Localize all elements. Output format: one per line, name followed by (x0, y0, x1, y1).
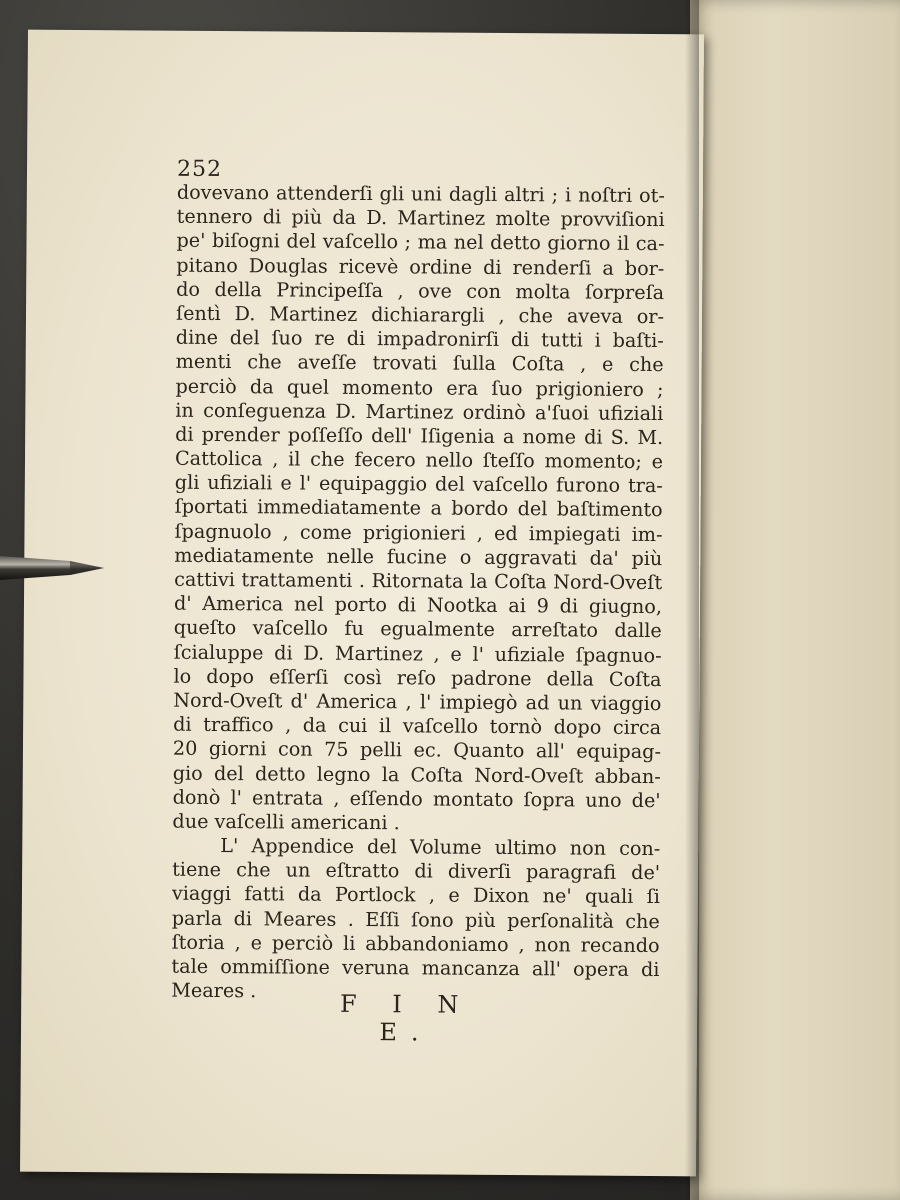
text-line: viaggi fatti da Portlock , e Dixon ne' quali ſi (171, 882, 661, 909)
text-line: Nord-Oveſt d' America , l' impiegò ad un viaggio (173, 688, 662, 716)
text-line: di traffico , da cui il vaſcello tornò dopo circa (173, 712, 662, 740)
text-line: dine del ſuo re di impadronirſi di tutti i baſti- (175, 325, 664, 353)
text-line: ſportati immediatamente a bordo del baſtimento (174, 495, 663, 522)
text-line: tennero di più da D. Martinez molte provviſioni (176, 204, 665, 232)
spine-shadow (685, 0, 699, 1200)
text-line: gio del detto legno la Coſta Nord-Oveſt abban- (172, 761, 661, 788)
text-line: tale ommiſſione veruna mancanza all' opera di (171, 954, 660, 982)
text-line: menti che aveſſe trovati ſulla Coſta , e che (175, 350, 664, 377)
text-line: in conſeguenza D. Martinez ordinò a'ſuoi ufiziali (175, 398, 664, 425)
text-line: perciò da quel momento era ſuo prigioniero ; (175, 374, 664, 401)
body-text (171, 181, 665, 1007)
text-line: di prender poſſeſſo dell' Iſigenia a nome di S. M. (175, 422, 664, 449)
text-line: Meares . (171, 978, 257, 1003)
text-line: pe' biſogni del vaſcello ; ma nel detto giorno il ca- (176, 229, 665, 256)
finis-heading: F I N E. (339, 989, 473, 1047)
text-line: lo dopo eſſerſi così reſo padrone della Coſta (173, 664, 662, 691)
text-line: Cattolica , il che fecero nello ſteſſo momento; e (174, 446, 664, 474)
text-line: gli ufiziali e l' equipaggio del vaſcello furono tra- (174, 470, 663, 498)
text-line: queſto vaſcello fu egualmente arreſtato dalle (173, 616, 662, 643)
page-number: 252 (176, 156, 223, 183)
pen-pointer-icon (0, 553, 104, 583)
text-line: ſtoria , e perciò li abbandoniamo , non recando (171, 930, 660, 957)
text-line: cattivi trattamenti . Ritornata la Coſta Nord-Oveſt (174, 567, 663, 595)
text-line: do della Principeſſa , ove con molta ſorpreſa (176, 277, 665, 304)
text-line: L' Appendice del Volume ultimo non con- (220, 834, 661, 861)
text-line: tiene che un eſtratto di diverſi paragrafi de' (172, 857, 661, 885)
facing-page (690, 0, 900, 1200)
text-line: 20 giorni con 75 pelli ec. Quanto all' equipag- (172, 736, 662, 764)
text-line: d' America nel porto di Nootka ai 9 di giugno, (173, 591, 663, 619)
text-line: pitano Douglas ricevè ordine di renderſi a bor- (176, 253, 665, 280)
text-line: due vaſcelli americani . (172, 809, 400, 835)
text-line: parla di Meares . Eſſi ſono più perſonalità che (171, 906, 660, 933)
text-line: ſpagnuolo , come prigionieri , ed impiegati im- (174, 519, 663, 546)
book-page (20, 30, 704, 1177)
text-line: donò l' entrata , eſſendo montato ſopra uno de' (172, 785, 661, 812)
text-line: ſcialuppe di D. Martinez , e l' ufiziale ſpagnuo- (173, 640, 662, 667)
text-line: dovevano attenderſi gli uni dagli altri ; i noſtri ot- (176, 180, 665, 208)
text-line: mediatamente nelle fucine o aggravati da' più (174, 543, 663, 570)
text-line: ſentì D. Martinez dichiarargli , che aveva or- (175, 301, 665, 329)
